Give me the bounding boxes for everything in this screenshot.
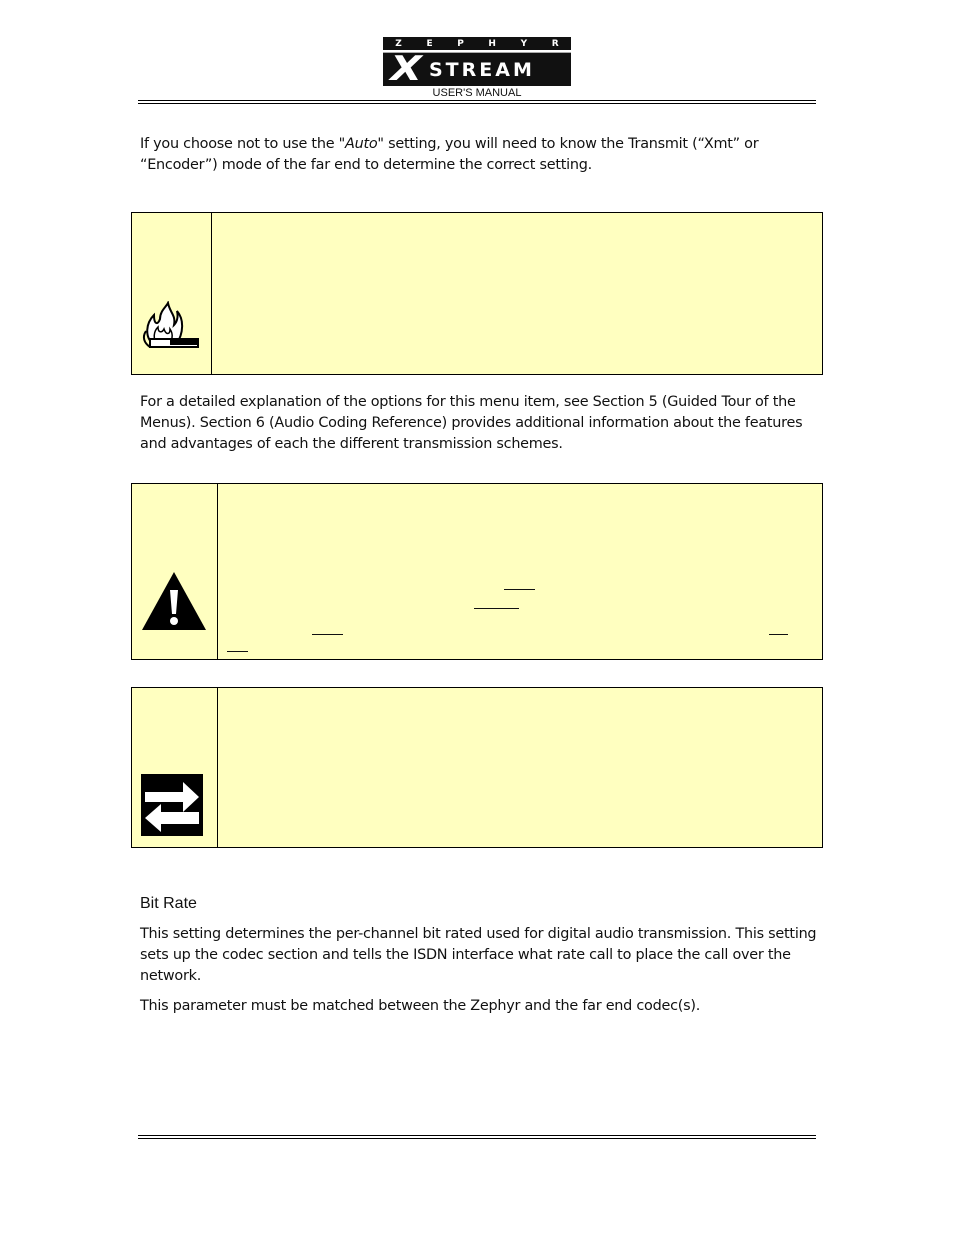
underline-mark <box>769 634 788 635</box>
underline-mark <box>227 651 248 652</box>
warning-note-box <box>131 483 823 660</box>
logo-xstream-block <box>383 49 571 89</box>
tip-note-box <box>131 212 823 375</box>
underline-mark <box>474 608 519 609</box>
logo-letter: P <box>457 38 464 49</box>
note-divider <box>217 484 218 659</box>
underline-mark <box>504 589 535 590</box>
manual-subtitle: USER'S MANUAL <box>432 87 522 99</box>
underline-mark <box>312 634 343 635</box>
footer-rule <box>138 1135 816 1139</box>
transfer-arrows-icon <box>141 774 203 836</box>
logo-letter: E <box>426 38 433 49</box>
zephyr-xstream-logo <box>383 37 571 87</box>
header-rule <box>138 100 816 104</box>
bit-rate-description: This setting determines the per-channel bit rated used for digital audio transmission. This setting sets up the codec section and tells the ISDN interface what rate call to place the call over the network. <box>140 926 817 984</box>
logo-letter: Y <box>520 38 528 49</box>
logo-letter: Z <box>395 38 402 49</box>
bit-rate-matching-note: This parameter must be matched between the Zephyr and the far end codec(s). <box>140 998 701 1014</box>
transfer-note-box <box>131 687 823 848</box>
hot-tip-fire-icon <box>140 301 202 353</box>
bit-rate-heading: Bit Rate <box>140 895 197 912</box>
note-divider <box>217 688 218 847</box>
auto-setting-paragraph <box>140 134 820 176</box>
logo-stream-word: STREAM <box>429 59 535 81</box>
p1-text-end: " setting, you will need to know the Transmit (“Xmt” or “Encoder”) mode of the far end to determine the correct setting. <box>140 136 759 173</box>
logo-letter: R <box>551 38 559 49</box>
p1-text-start: If you choose not to use the " <box>140 136 345 152</box>
logo-letter: H <box>488 38 496 49</box>
auto-keyword: Auto <box>345 136 378 152</box>
menu-options-paragraph: For a detailed explanation of the options for this menu item, see Section 5 (Guided Tour of the Menus). Section 6 (Audio Coding Reference) provides additional information about the features and advantages of each the different transmission schemes. <box>140 394 803 452</box>
note-divider <box>211 213 212 374</box>
warning-triangle-icon <box>140 570 208 632</box>
logo-x: X <box>390 49 422 89</box>
